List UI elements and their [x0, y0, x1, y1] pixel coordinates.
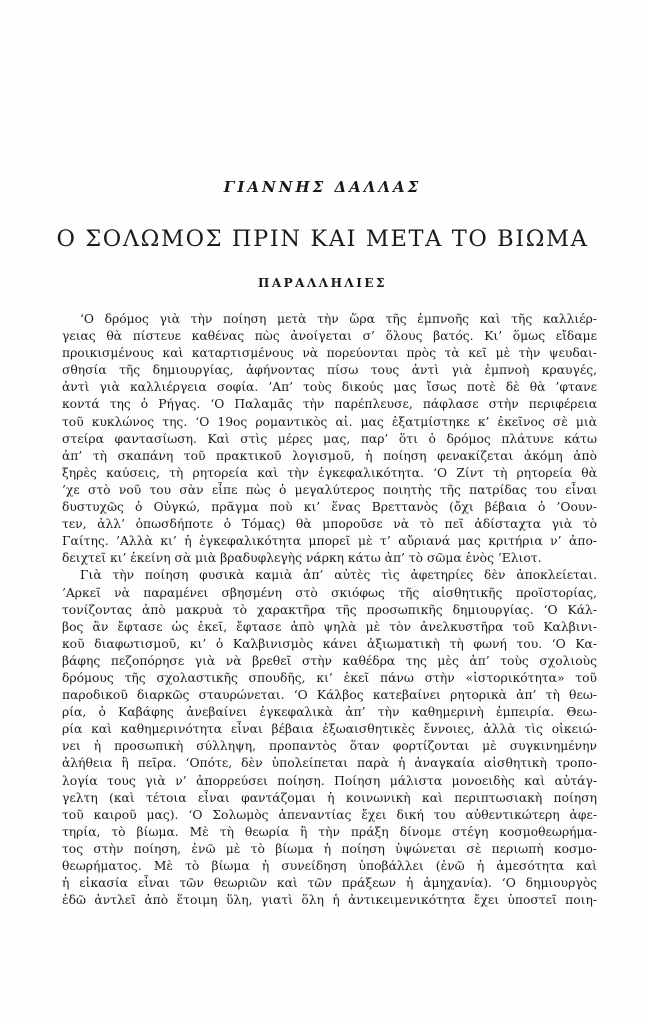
text-line: θεωρήματος. Μὲ τὸ βίωμα ἡ συνείδηση ὑποβάλλει (ἐνῶ ἡ ἀμεσότητα καὶ	[62, 859, 597, 873]
text-line: Γιὰ τὴν ποίηση φυσικὰ καμιὰ ἀπ’ αὐτὲς τὶς ἀφετηρίες δὲν ἀποκλείεται.	[80, 568, 597, 583]
essay-title: Ο ΣΟΛΩΜΟΣ ΠΡΙΝ ΚΑΙ ΜΕΤΑ ΤΟ ΒΙΩΜΑ	[56, 226, 589, 252]
text-line: ἡ εἰκασία εἶναι τῶν θεωριῶν καὶ τῶν πράξεων ἡ ἀμηχανία). ‘Ο δημιουργὸς	[62, 876, 597, 891]
author-name: ΓΙΑΝΝΗΣ ΔΑΛΛΑΣ	[223, 178, 422, 196]
text-line: ἀντὶ γιὰ καλλιέργεια σοφία. ’Απ’ τοὺς δικούς μας ἴσως ποτὲ δὲ θὰ ’φτανε	[62, 380, 597, 395]
text-line: ξηρὲς καύσεις, τὴ ρητορεία καὶ τὴν ἐγκεφαλικότητα. ‘Ο Ζίντ τὴ ρητορεία θὰ	[62, 465, 597, 480]
text-line: προικισμένους καὶ καταρτισμένους νὰ πορεύονται πρὸς τὰ κεῖ μὲ τὴν ψευδαι-	[62, 346, 597, 361]
text-line: νει ἡ προσωπικὴ σύλληψη, προπαντὸς ὅταν φορτίζονται μὲ συγκινημένην	[62, 739, 597, 754]
text-line: στείρα φαντασίωση. Καὶ στὶς μέρες μας, παρ’ ὅτι ὁ δρόμος πλάτυνε κάτω	[62, 431, 597, 446]
text-line: γελτη (καὶ τέτοια εἶναι φαντάζομαι ἡ κοινωνικὴ καὶ περιπτωσιακὴ ποίηση	[62, 790, 597, 805]
text-line: ἐδῶ ἀντλεῖ ἀπὸ ἕτοιμη ὕλη, γιατὶ ὅλη ἡ ἀντικειμενικότητα ἔχει ὑποστεῖ ποιη-	[62, 893, 597, 908]
text-line: ’χε στὸ νοῦ του σὰν εἶπε πὼς ὁ μεγαλύτερος ποιητὴς τῆς πατρίδας του εἶναι	[62, 482, 597, 497]
text-line: κοῦ διαφωτισμοῦ, κι’ ὁ Καλβινισμὸς κάνει ἀξιωματικὴ τὴ φωνή του. ‘Ο Κα-	[62, 636, 597, 651]
text-line: δυστυχῶς ὁ Οὐγκώ, πρᾶγμα ποὺ κι’ ἕνας Βρεττανὸς (ὄχι βέβαια ὁ ’Οουν-	[62, 500, 597, 515]
text-line: γειας θὰ πίστευε καθένας πὼς ἀνοίγεται σ’ ὅλους βατός. Κι’ ὅμως εἴδαμε	[62, 329, 597, 344]
text-line: Γαίτης. ’Αλλὰ κι’ ἡ ἐγκεφαλικότητα μπορεῖ μὲ τ’ αὔριανά μας κριτήρια ν’ ἀπο-	[62, 534, 597, 549]
text-line: τοῦ καιροῦ μας). ‘Ο Σολωμὸς ἀπεναντίας ἔχει δική του αὐθεντικώτερη ἀφε-	[62, 807, 597, 822]
text-line: ἀπ’ τὴ σκαπάνη τοῦ πρακτικοῦ λογισμοῦ, ἡ ποίηση φενακίζεται ἀκόμη ἀπὸ	[62, 448, 597, 463]
text-line: δειχτεῖ κι’ ἐκείνη σὰ μιὰ βραδυφλεγὴς νάρκη κάτω ἀπ’ τὸ σῶμα ἑνὸς ’Ελιοτ.	[62, 551, 542, 566]
text-line: βάφης πεζοπόρησε γιὰ νὰ βρεθεῖ στὴν καθέδρα της μὲς ἀπ’ τοὺς σχολιοὺς	[62, 653, 597, 668]
text-line: δρόμους τῆς σχολαστικῆς σπουδῆς, κι’ ἐκεῖ πάνω στὴν «ἱστορικότητα» τοῦ	[62, 670, 597, 685]
text-line: σθησία τῆς δημιουργίας, ἀφήνοντας πίσω τους ἀντὶ γιὰ ἐμπνοὴ κραυγές,	[62, 363, 597, 378]
text-line: βος ἂν ἔφτασε ὡς ἐκεῖ, ἔφτασε ἀπὸ ψηλὰ μὲ τὸν ἀνελκυστῆρα τοῦ Καλβινι-	[62, 619, 597, 634]
text-line: τεν, ἀλλ’ ὁπωσδήποτε ὁ Τόμας) θὰ μποροῦσε νὰ τὸ πεῖ ἀδίσταχτα γιὰ τὸ	[62, 517, 597, 532]
text-line: ρία καὶ καθημερινότητα εἶναι βέβαια ἐξωαισθητικὲς ἔννοιες, ἀλλὰ τὶς οἰκειώ-	[62, 722, 597, 737]
text-line: ’Αρκεῖ νὰ παραμένει σβησμένη στὸ σκιόφως τῆς αἰσθητικῆς προϊστορίας,	[62, 585, 597, 600]
text-line: λογία τους γιὰ ν’ ἀπορρεύσει ποίηση. Ποίηση μάλιστα μονοειδὴς καὶ αὐτάγ-	[62, 773, 597, 788]
text-line: παροδικοῦ διαρκῶς σταυρώνεται. ‘Ο Κάλβος κατεβαίνει ρητορικὰ ἀπ’ τὴ θεω-	[62, 688, 597, 703]
text-line: τονίζοντας ἀπὸ μακρυὰ τὸ χαρακτῆρα τῆς προσωπικῆς δημιουργίας. ‘Ο Κάλ-	[62, 602, 597, 617]
text-line: ‘Ο δρόμος γιὰ τὴν ποίηση μετὰ τὴν ὥρα τῆς ἐμπνοῆς καὶ τῆς καλλιέρ-	[80, 312, 597, 326]
text-line: τος στὴν ποίηση, ἐνῶ μὲ τὸ βίωμα ἡ ποίηση ὑψώνεται σὲ περιωπὴ κοσμο-	[62, 841, 597, 856]
text-line: τοῦ κυκλώνος της. ‘Ο 19ος ρομαντικὸς αἰ. μας ἐξατμίστηκε κ’ ἐκεῖνος σὲ μιὰ	[62, 414, 597, 429]
text-line: ρία, ὁ Καβάφης ἀνεβαίνει ἐγκεφαλικὰ ἀπ’ τὴν καθημερινὴ ἐμπειρία. Θεω-	[62, 705, 597, 720]
text-line: ἀλήθεια ἢ πεῖρα. ‘Οπότε, δὲν ὑπολείπεται παρὰ ἡ ἀναγκαία αἰσθητικὴ τροπο-	[62, 756, 597, 771]
text-line: κοντά της ὁ Ρήγας. ‘Ο Παλαμᾶς τὴν παρέπλευσε, πάφλασε στὴν περιφέρεια	[62, 397, 597, 412]
essay-subtitle: ΠΑΡΑΛΛΗΛΙΕΣ	[258, 276, 387, 290]
text-line: τηρία, τὸ βίωμα. Μὲ τὴ θεωρία ἢ τὴν πράξη δίνομε στέγη κοσμοθεωρήμα-	[62, 824, 597, 839]
essay-body	[62, 311, 597, 909]
